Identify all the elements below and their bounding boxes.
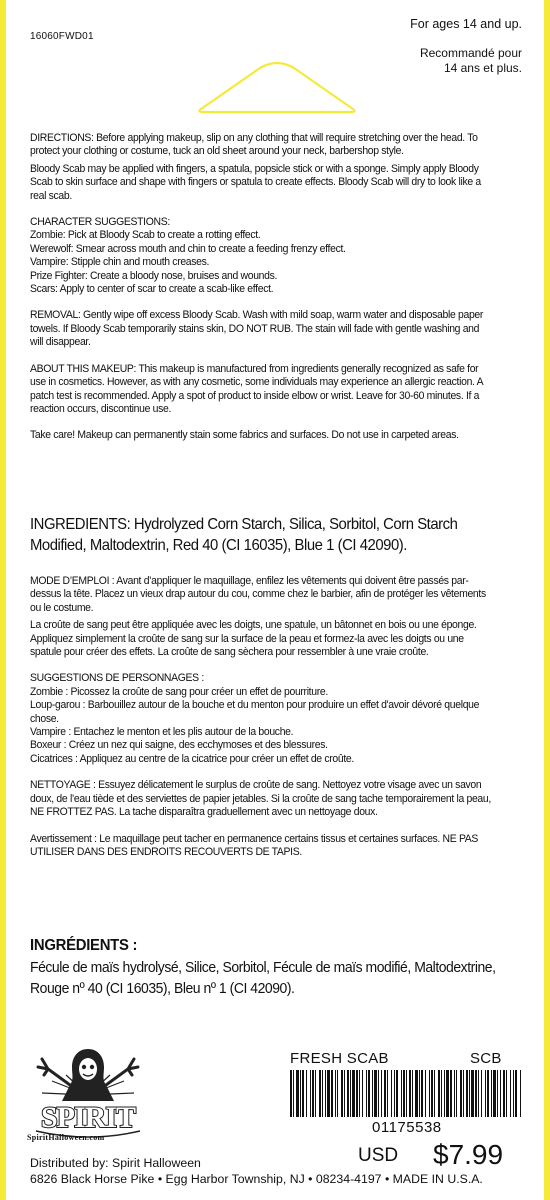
package-code: 16060FWD01 [30,31,94,42]
age-fr-line2: 14 ans et plus. [443,61,522,75]
barcode-bar [302,1070,304,1117]
barcode-bar [403,1070,405,1117]
directions-para-1: DIRECTIONS: Before applying makeup, slip on any clothing that will require stretching over the head. To protect your clothing or costume, tuck an old sheet around your neck, barbershop style. [30,132,478,158]
barcode-bar [300,1070,301,1117]
barcode-bar [378,1070,379,1117]
barcode-bar [381,1070,382,1117]
ingredients-english: INGREDIENTS: Hydrolyzed Corn Starch, Silica, Sorbitol, Corn Starch Modified, Maltodextrin, Red 40 (CI 16035), Blue 1 (CI 42090). [30,516,458,554]
barcode-bar [296,1070,299,1117]
barcode-bar [391,1070,392,1117]
logo-url: SpiritHalloween.com [27,1133,105,1142]
barcode-bar [471,1070,474,1117]
logo-wordmark: SPIRIT [40,1101,136,1134]
barcode-bar [500,1070,501,1117]
hang-tab-hole [185,60,369,115]
suggestion-fr-zombie: Zombie : Picossez la croûte de sang pour créer un effet de pourriture. [30,685,328,698]
barcode-bar [372,1070,373,1117]
removal-text: REMOVAL: Gently wipe off excess Bloody Scab. Wash with mild soap, warm water and disposable paper towels. If Bloody Scab temporarily stains skin, DO NOT RUB. The stain will fade with gentle washing and will disappear. [30,309,484,349]
character-suggestions-title: CHARACTER SUGGESTIONS: [30,216,170,229]
avertissement-text: Avertissement : Le maquillage peut tacher en permanence certains tissus et certaines surfaces. NE PAS UTILISER DANS DES ENDROITS RECOUVERTS DE TAPIS. [30,832,479,858]
price-currency: USD [358,1145,399,1166]
product-code: SCB [470,1050,502,1067]
barcode-bar [425,1070,426,1117]
barcode-bar [327,1070,330,1117]
distributor-line-2: 6826 Black Horse Pike • Egg Harbor Township, NJ • 08234-4197 • MADE IN U.S.A. [30,1172,483,1186]
suggestion-vampire: Vampire: Stipple chin and mouth creases. [30,256,210,269]
barcode-bar [434,1070,435,1117]
barcode-bar [463,1070,464,1117]
mode-emploi-para-1: MODE D’EMPLOI : Avant d’appliquer le maquillage, enfilez les vêtements qui doivent être passés par-dessus la tête. Placez un vieux drap autour du cou, comme chez le barbier, afin de protéger les vêtements ou le costume. [30,575,486,614]
barcode-bar [337,1070,338,1117]
barcode-bar [412,1070,413,1117]
suggestion-fr-boxeur: Boxeur : Créez un nez qui saigne, des ecchymoses et des blessures. [30,739,328,752]
barcode-bar [431,1070,433,1117]
barcode-bar [312,1070,314,1117]
age-fr-line1: Recommandé pour [419,46,522,60]
barcode-bar [331,1070,333,1117]
barcode-bar [396,1070,398,1117]
product-name: FRESH SCAB [290,1050,389,1067]
barcode-bar [419,1070,420,1117]
barcode-bar [487,1070,489,1117]
barcode-bar [469,1070,470,1117]
barcode-bar [322,1070,323,1117]
age-recommendation [410,16,522,76]
ingredients-french-title: INGRÉDIENTS : [30,937,138,954]
ingredients-french: Fécule de maïs hydrolysé, Silice, Sorbitol, Fécule de maïs modifié, Maltodextrine, Rouge nº 40 (CI 16035), Bleu nº 1 (CI 42090). [30,959,496,997]
barcode-bar [485,1070,486,1117]
barcode-bar [460,1070,462,1117]
suggestions-fr-title: SUGGESTIONS DE PERSONNAGES : [30,672,204,685]
barcode-bar [325,1070,326,1117]
distributor-info [30,1155,483,1187]
yellow-border-right [544,0,550,1200]
barcode-bar [387,1070,388,1117]
barcode-bar [394,1070,395,1117]
suggestion-fr-vampire: Vampire : Entachez le menton et les plis autour de la bouche. [30,726,294,739]
barcode-bar [491,1070,492,1117]
distributor-line-1: Distributed by: Spirit Halloween [30,1156,201,1170]
warning-text: Take care! Makeup can permanently stain some fabrics and surfaces. Do not use in carpeted areas. [30,429,459,442]
barcode-bar [401,1070,402,1117]
suggestion-fr-loup-garou: Loup-garou : Barbouillez autour de la bouche et du menton pour produire un effet d'avoir dévoré quelque chose. [30,699,480,725]
barcode-bar [368,1070,370,1117]
barcode-bar [510,1070,511,1117]
barcode-bar [454,1070,455,1117]
price: $7.99 [433,1139,504,1170]
barcode-bar [503,1070,505,1117]
barcode-bar [466,1070,468,1117]
barcode-bar [493,1070,496,1117]
barcode-bar [446,1070,449,1117]
barcode-bar [384,1070,386,1117]
barcode-bar [359,1070,360,1117]
barcode-bar [450,1070,452,1117]
french-instructions [30,575,494,859]
age-fr [410,46,522,76]
nettoyage-text: NETTOYAGE : Essuyez délicatement le surplus de croûte de sang. Nettoyez votre visage avec un savon doux, de l’eau tiède et des serviettes de papier jetables. Si la croûte de sang tache temporairement la peau, NE FROTTEZ PAS. La tache disparaîtra graduellement avec un nettoyage doux. [30,779,491,819]
barcode-bar [352,1070,355,1117]
barcode-bar [350,1070,351,1117]
barcode-number: 01175538 [372,1119,442,1136]
suggestion-werewolf: Werewolf: Smear across mouth and chin to create a feeding frenzy effect. [30,242,346,255]
barcode-bar [310,1070,311,1117]
barcode-bar [506,1070,507,1117]
english-instructions [30,132,494,443]
suggestion-zombie: Zombie: Pick at Bloody Scab to create a rotting effect. [30,229,261,242]
barcode-bar [475,1070,477,1117]
yellow-border-left [0,0,6,1200]
barcode-bar [406,1070,407,1117]
barcode-bar [421,1070,423,1117]
barcode-bar [520,1070,521,1117]
barcode-bar [497,1070,498,1117]
barcode-bar [356,1070,358,1117]
barcode-bar [341,1070,343,1117]
barcode-bar [438,1070,440,1117]
barcode-bar [478,1070,479,1117]
barcode-bar [306,1070,307,1117]
suggestion-fr-cicatrices: Cicatrices : Appliquez au centre de la cicatrice pour créer un effet de croûte. [30,752,354,765]
age-en: For ages 14 and up. [410,17,522,31]
mode-emploi-para-2: La croûte de sang peut être appliquée avec les doigts, une spatule, un bâtonnet en bois ou une éponge. Appliquez simplement la croûte de sang sur la surface de la peau et formez-la avec les doigts ou une spatule pour créer des effets. La croûte de sang sèchera pour ressembler à une vraie croûte. [30,619,477,659]
barcode-bar [362,1070,363,1117]
about-makeup-text: ABOUT THIS MAKEUP: This makeup is manufactured from ingredients generally recognized as safe for use in cosmetics. However, as with any cosmetic, some individuals may experience an allergic reaction. A patch test is recommended. Apply a spot of product to inside elbow or wrist. Leave for 30-60 minutes. If a reaction occurs, discontinue use. [30,362,483,415]
barcode-bar [344,1070,345,1117]
barcode-bar [335,1070,336,1117]
barcode-bar [319,1070,321,1117]
barcode-bar [409,1070,411,1117]
barcode [290,1070,522,1117]
barcode-bar [429,1070,430,1117]
barcode-bar [290,1070,292,1117]
barcode-bar [293,1070,294,1117]
barcode-bar [415,1070,418,1117]
suggestion-scars: Scars: Apply to center of scar to create a scab-like effect. [30,283,274,296]
barcode-bar [441,1070,442,1117]
barcode-bar [481,1070,482,1117]
barcode-bar [513,1070,514,1117]
barcode-bar [456,1070,457,1117]
barcode-bar [444,1070,445,1117]
barcode-bar [374,1070,377,1117]
barcode-bar [515,1070,517,1117]
barcode-bar [315,1070,316,1117]
directions-para-2: Bloody Scab may be applied with fingers, a spatula, popsicle stick or with a sponge. Simply apply Bloody Scab to skin surface and shape with fingers or spatula to create effects. Bloody Scab will dry to look like a real scab. [30,162,481,202]
suggestion-prize-fighter: Prize Fighter: Create a bloody nose, bruises and wounds. [30,269,278,282]
barcode-bar [366,1070,367,1117]
barcode-bar [347,1070,349,1117]
